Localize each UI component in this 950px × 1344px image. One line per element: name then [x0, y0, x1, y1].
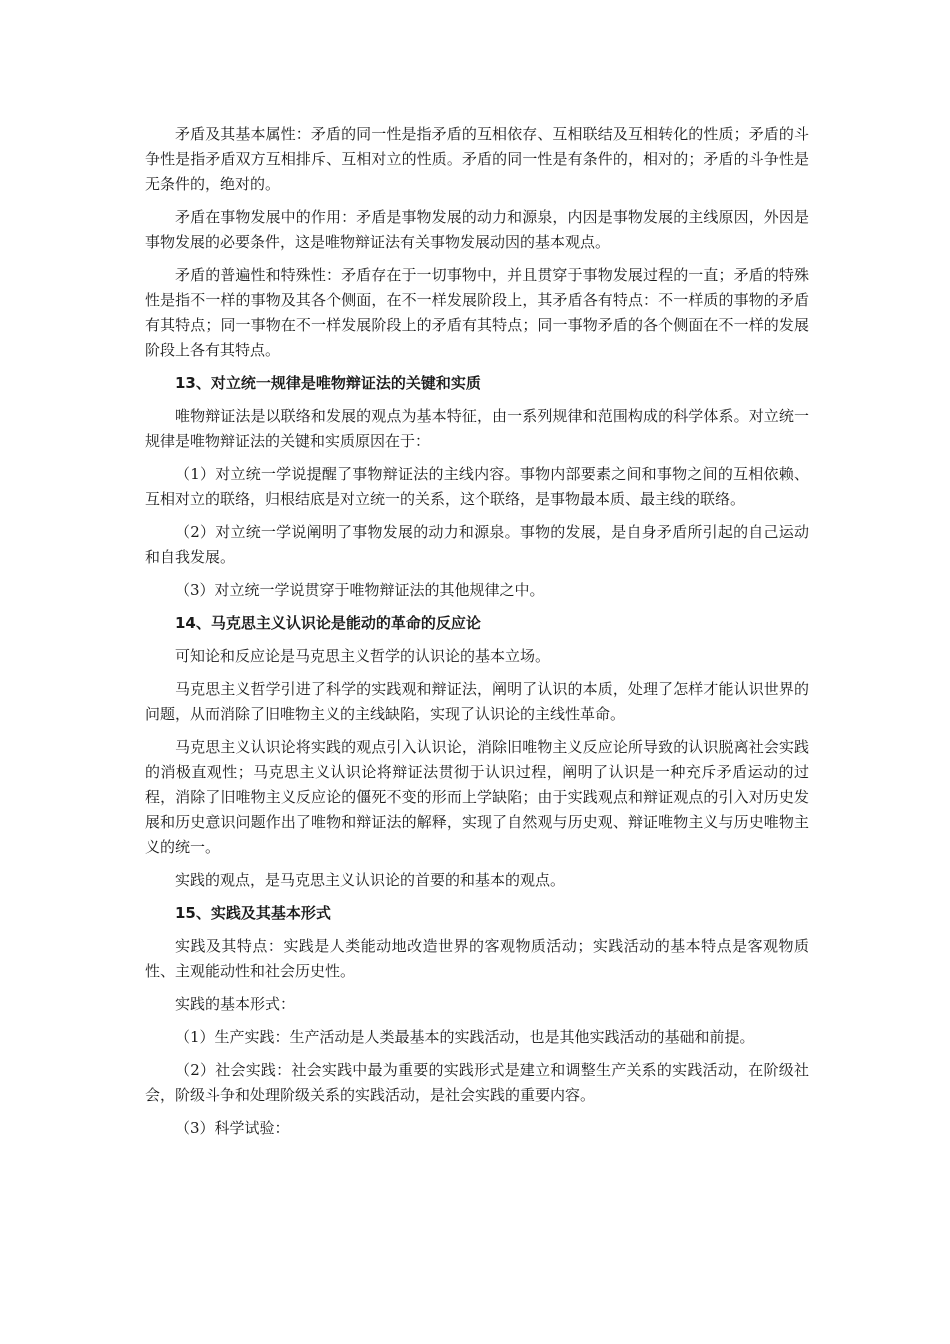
- paragraph-point-2: （2）对立统一学说阐明了事物发展的动力和源泉。事物的发展，是自身矛盾所引起的自己运动和自我发展。: [145, 523, 809, 566]
- paragraph-contradiction-universality: 矛盾的普遍性和特殊性：矛盾存在于一切事物中，并且贯穿于事物发展过程的一直；矛盾的特殊性是指不一样的事物及其各个侧面，在不一样发展阶段上，其矛盾各有特点：不一样质的事物的矛盾有其特点；同一事物在不一样发展阶段上的矛盾有其特点；同一事物矛盾的各个侧面在不一样的发展阶段上各有其特点。: [145, 266, 809, 359]
- paragraph-point-3: （3）对立统一学说贯穿于唯物辩证法的其他规律之中。: [175, 581, 545, 599]
- paragraph-social-practice: （2）社会实践：社会实践中最为重要的实践形式是建立和调整生产关系的实践活动，在阶级社会，阶级斗争和处理阶级关系的实践活动，是社会实践的重要内容。: [145, 1061, 809, 1104]
- section-heading-15: 15、实践及其基本形式: [175, 904, 331, 922]
- paragraph-practice-viewpoint: 实践的观点，是马克思主义认识论的首要的和基本的观点。: [175, 871, 566, 889]
- paragraph-production-practice: （1）生产实践：生产活动是人类最基本的实践活动，也是其他实践活动的基础和前提。: [175, 1028, 755, 1046]
- paragraph-dialectics-system: 唯物辩证法是以联络和发展的观点为基本特征，由一系列规律和范围构成的科学体系。对立统一规律是唯物辩证法的关键和实质原因在于：: [145, 407, 809, 450]
- paragraph-epistemology-stance: 可知论和反应论是马克思主义哲学的认识论的基本立场。: [175, 647, 551, 665]
- paragraph-practice-features: 实践及其特点：实践是人类能动地改造世界的客观物质活动；实践活动的基本特点是客观物质性、主观能动性和社会历史性。: [145, 937, 809, 980]
- section-heading-14: 14、马克思主义认识论是能动的革命的反应论: [175, 614, 481, 632]
- section-heading-13: 13、对立统一规律是唯物辩证法的关键和实质: [175, 374, 481, 392]
- paragraph-contradiction-role: 矛盾在事物发展中的作用：矛盾是事物发展的动力和源泉，内因是事物发展的主线原因，外因是事物发展的必要条件，这是唯物辩证法有关事物发展动因的基本观点。: [145, 208, 809, 251]
- paragraph-practice-forms: 实践的基本形式：: [175, 995, 296, 1013]
- paragraph-scientific-experiment: （3）科学试验：: [175, 1119, 290, 1137]
- document-page: [145, 122, 809, 1149]
- paragraph-point-1: （1）对立统一学说提醒了事物辩证法的主线内容。事物内部要素之间和事物之间的互相依赖、互相对立的联络，归根结底是对立统一的关系，这个联络，是事物最本质、最主线的联络。: [145, 465, 809, 508]
- paragraph-epistemology-revolution: 马克思主义哲学引进了科学的实践观和辩证法，阐明了认识的本质，处理了怎样才能认识世界的问题，从而消除了旧唯物主义的主线缺陷，实现了认识论的主线性革命。: [145, 680, 809, 723]
- paragraph-contradiction-attributes: 矛盾及其基本属性：矛盾的同一性是指矛盾的互相依存、互相联结及互相转化的性质；矛盾的斗争性是指矛盾双方互相排斥、互相对立的性质。矛盾的同一性是有条件的，相对的；矛盾的斗争性是无条件的，绝对的。: [145, 125, 809, 193]
- paragraph-epistemology-detail: 马克思主义认识论将实践的观点引入认识论，消除旧唯物主义反应论所导致的认识脱离社会实践的消极直观性；马克思主义认识论将辩证法贯彻于认识过程，阐明了认识是一种充斥矛盾运动的过程，消除了旧唯物主义反应论的僵死不变的形而上学缺陷；由于实践观点和辩证观点的引入对历史发展和历史意识问题作出了唯物和辩证法的解释，实现了自然观与历史观、辩证唯物主义与历史唯物主义的统一。: [145, 738, 809, 856]
